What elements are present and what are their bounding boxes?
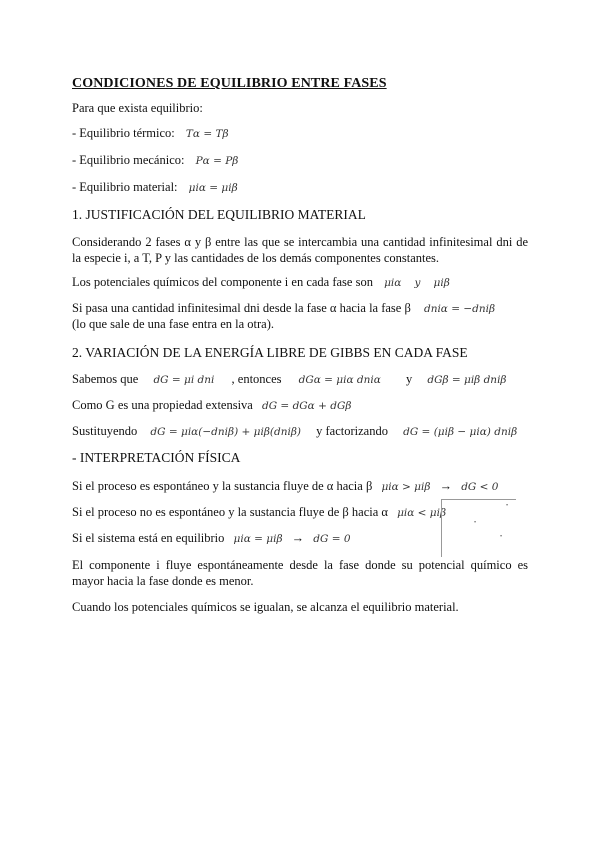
condition-label: - Equilibrio térmico: xyxy=(72,126,175,140)
paragraph-text: Si pasa una cantidad infinitesimal dni desde la fase α hacia la fase β xyxy=(72,301,411,315)
section1-paragraph-3-tail: (lo que sale de una fase entra en la otra). xyxy=(72,317,274,331)
line-label: Sustituyendo xyxy=(72,424,138,438)
diagram-mark: • xyxy=(500,534,503,540)
case-result: dG = 0 xyxy=(313,533,351,545)
section3-heading: - INTERPRETACIÓN FÍSICA xyxy=(72,450,241,465)
line-label: Sabemos que xyxy=(72,372,139,386)
equation-factored: dG = (μiβ − μiα) dniβ xyxy=(403,426,518,438)
conjunction-y: y xyxy=(414,277,421,289)
equation-mu-alpha: μiα xyxy=(384,277,402,289)
flow-paragraph: El componente i fluye espontáneamente desde la fase donde su potencial químico es mayor hacia la fase donde es menor. xyxy=(72,558,528,588)
case-spontaneous xyxy=(72,479,498,494)
case-text: Si el proceso es espontáneo y la sustancia fluye de α hacia β xyxy=(72,479,373,493)
arrow-icon: → xyxy=(291,531,305,545)
diagram-mark: • xyxy=(506,503,509,509)
conjunction-y: y xyxy=(405,372,413,386)
case-text: Si el proceso no es espontáneo y la sustancia fluye de β hacia α xyxy=(72,505,388,519)
condition-mechanical xyxy=(72,153,238,168)
line-label: Como G es una propiedad extensiva xyxy=(72,398,253,412)
closing-paragraph: Cuando los potenciales químicos se igualan, se alcanza el equilibrio material. xyxy=(72,600,459,614)
section1-paragraph-1: Considerando 2 fases α y β entre las que se intercambia una cantidad infinitesimal dni de la especie i, a T, P y las cantidades de los demás componentes constantes. xyxy=(72,235,528,265)
equation-dg: dG = μi dni xyxy=(153,374,215,386)
paragraph-text: Los potenciales químicos del componente i en cada fase son xyxy=(72,275,373,289)
section1-paragraph-3 xyxy=(72,301,495,316)
case-equation: μiα = μiβ xyxy=(233,533,283,545)
section2-line-2 xyxy=(72,398,351,413)
condition-equation: μiα = μiβ xyxy=(188,182,238,194)
page-title: CONDICIONES DE EQUILIBRIO ENTRE FASES xyxy=(72,76,387,91)
equation-mu-beta: μiβ xyxy=(433,277,450,289)
condition-thermal xyxy=(72,126,229,141)
line-mid-text: , entonces xyxy=(231,372,282,386)
equation-dn: dniα = −dniβ xyxy=(423,303,496,315)
equation-substituted: dG = μiα(−dniβ) + μiβ(dniβ) xyxy=(150,426,302,438)
diagram-mark: • xyxy=(474,520,477,526)
section1-paragraph-2 xyxy=(72,275,450,290)
case-equation: μiα < μiβ xyxy=(397,507,447,519)
condition-label: - Equilibrio material: xyxy=(72,180,178,194)
case-equation: μiα > μiβ xyxy=(381,481,431,493)
condition-equation: Pα = Pβ xyxy=(195,155,239,167)
case-equilibrium xyxy=(72,531,351,546)
line-mid-text: y factorizando xyxy=(316,424,388,438)
equation-dg-beta: dGβ = μiβ dniβ xyxy=(427,374,507,386)
intro-text: Para que exista equilibrio: xyxy=(72,101,203,115)
diagram-frame xyxy=(441,499,516,557)
section1-heading: 1. JUSTIFICACIÓN DEL EQUILIBRIO MATERIAL xyxy=(72,207,366,222)
equation-dg-sum: dG = dGα + dGβ xyxy=(261,400,352,412)
case-result: dG < 0 xyxy=(461,481,499,493)
section2-line-3 xyxy=(72,424,517,439)
case-non-spontaneous xyxy=(72,505,446,520)
condition-label: - Equilibrio mecánico: xyxy=(72,153,185,167)
arrow-icon: → xyxy=(439,479,453,493)
condition-equation: Tα = Tβ xyxy=(185,128,229,140)
case-text: Si el sistema está en equilibrio xyxy=(72,531,225,545)
equation-dg-alpha: dGα = μiα dniα xyxy=(298,374,381,386)
section2-heading: 2. VARIACIÓN DE LA ENERGÍA LIBRE DE GIBBS EN CADA FASE xyxy=(72,345,468,360)
condition-material xyxy=(72,180,238,195)
section2-line-1 xyxy=(72,372,507,387)
